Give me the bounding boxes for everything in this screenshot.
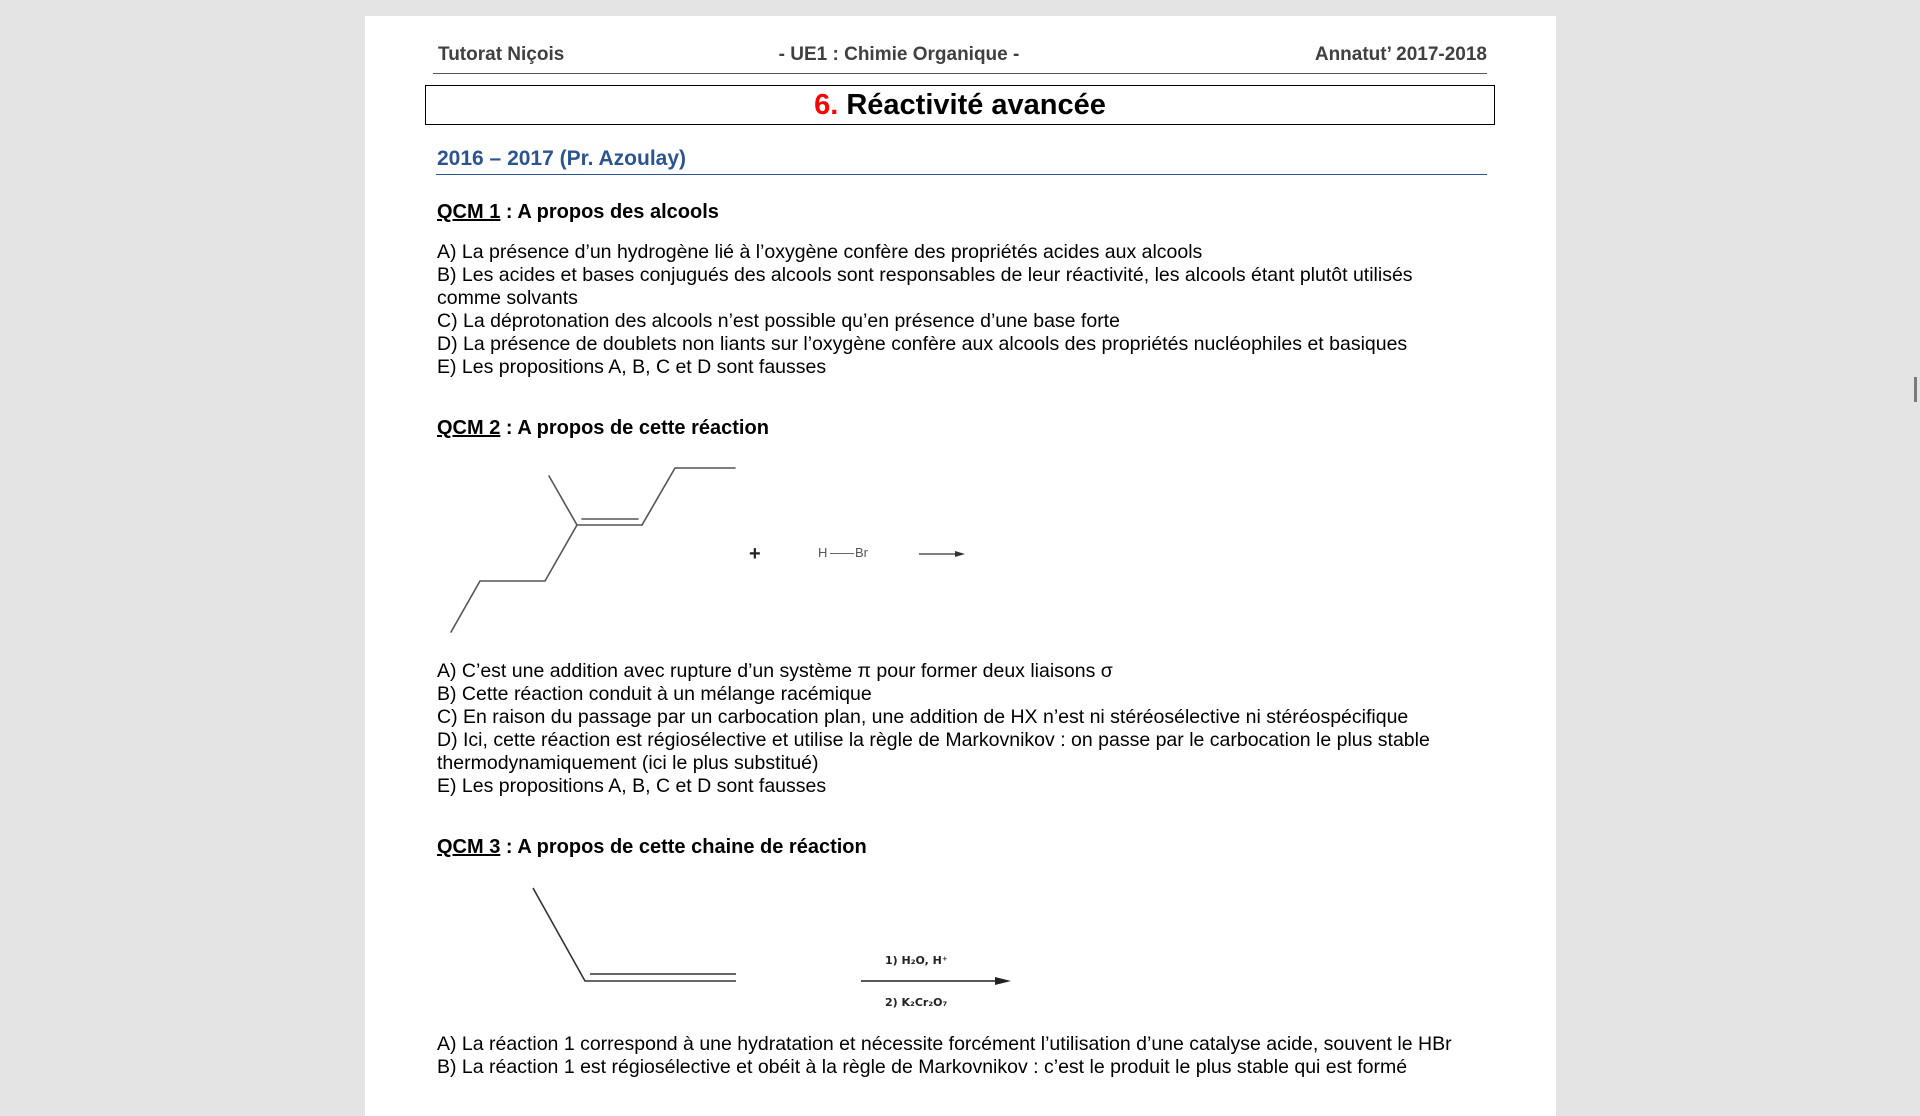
qcm-1-option-a: A) La présence d’un hydrogène lié à l’oxygène confère des propriétés acides aux alcools bbox=[437, 241, 1203, 263]
qcm-1-option-c: C) La déprotonation des alcools n’est possible qu’en présence d’une base forte bbox=[437, 310, 1120, 332]
chapter-title-text: Réactivité avancée bbox=[838, 89, 1106, 121]
qcm-1-label: QCM 1 bbox=[437, 201, 501, 223]
reaction-arrow-icon bbox=[859, 973, 1019, 989]
document-page bbox=[365, 16, 1556, 1116]
qcm-3-propene-structure bbox=[365, 16, 1556, 1116]
qcm-3-options bbox=[437, 1033, 1497, 1079]
qcm-2-option-c: C) En raison du passage par un carbocation plan, une addition de HX n’est ni stéréosélective ni stéréospécifique bbox=[437, 706, 1409, 728]
qcm-3-option-a: A) La réaction 1 correspond à une hydratation et nécessite forcément l’utilisation d’une catalyse acide, souvent le HBr bbox=[437, 1033, 1452, 1055]
vertical-scrollbar-thumb[interactable] bbox=[1914, 377, 1917, 402]
qcm-3-option-b: B) La réaction 1 est régiosélective et obéit à la règle de Markovnikov : c’est le produit le plus stable qui est formé bbox=[437, 1056, 1408, 1078]
qcm-3-label: QCM 3 bbox=[437, 836, 501, 858]
reaction-step-1: 1) H₂O, H⁺ bbox=[885, 954, 948, 967]
header-center: - UE1 : Chimie Organique - bbox=[778, 44, 1020, 65]
reagent-bromine: Br bbox=[855, 545, 868, 560]
plus-sign: + bbox=[749, 543, 761, 565]
qcm-2-subject: : A propos de cette réaction bbox=[500, 417, 769, 439]
qcm-1-subject: : A propos des alcools bbox=[500, 201, 719, 223]
qcm-2-option-d: D) Ici, cette réaction est régiosélective et utilise la règle de Markovnikov : on passe par le carbocation le plus stable thermodynamiquement (ici le plus substitué) bbox=[437, 729, 1436, 774]
qcm-1-option-b: B) Les acides et bases conjugués des alcools sont responsables de leur réactivité, les alcools étant plutôt utilisés comme solvants bbox=[437, 264, 1418, 309]
reaction-step-2: 2) K₂Cr₂O₇ bbox=[885, 996, 948, 1009]
chapter-number: 6. bbox=[814, 89, 839, 121]
qcm-1-option-d: D) La présence de doublets non liants sur l’oxygène confère aux alcools des propriétés nucléophiles et basiques bbox=[437, 333, 1408, 355]
qcm-2-option-e: E) Les propositions A, B, C et D sont fausses bbox=[437, 775, 827, 797]
qcm-2-label: QCM 2 bbox=[437, 417, 501, 439]
qcm-3-subject: : A propos de cette chaine de réaction bbox=[500, 836, 867, 858]
reagent-hydrogen: H bbox=[818, 545, 828, 560]
qcm-2-option-b: B) Cette réaction conduit à un mélange racémique bbox=[437, 683, 872, 705]
qcm-2-option-a: A) C’est une addition avec rupture d’un système π pour former deux liaisons σ bbox=[437, 660, 1113, 682]
section-heading: 2016 – 2017 (Pr. Azoulay) bbox=[437, 147, 687, 170]
header-left: Tutorat Niçois bbox=[438, 44, 565, 65]
qcm-1-option-e: E) Les propositions A, B, C et D sont fausses bbox=[437, 356, 827, 378]
header-right: Annatut’ 2017-2018 bbox=[1314, 44, 1487, 65]
